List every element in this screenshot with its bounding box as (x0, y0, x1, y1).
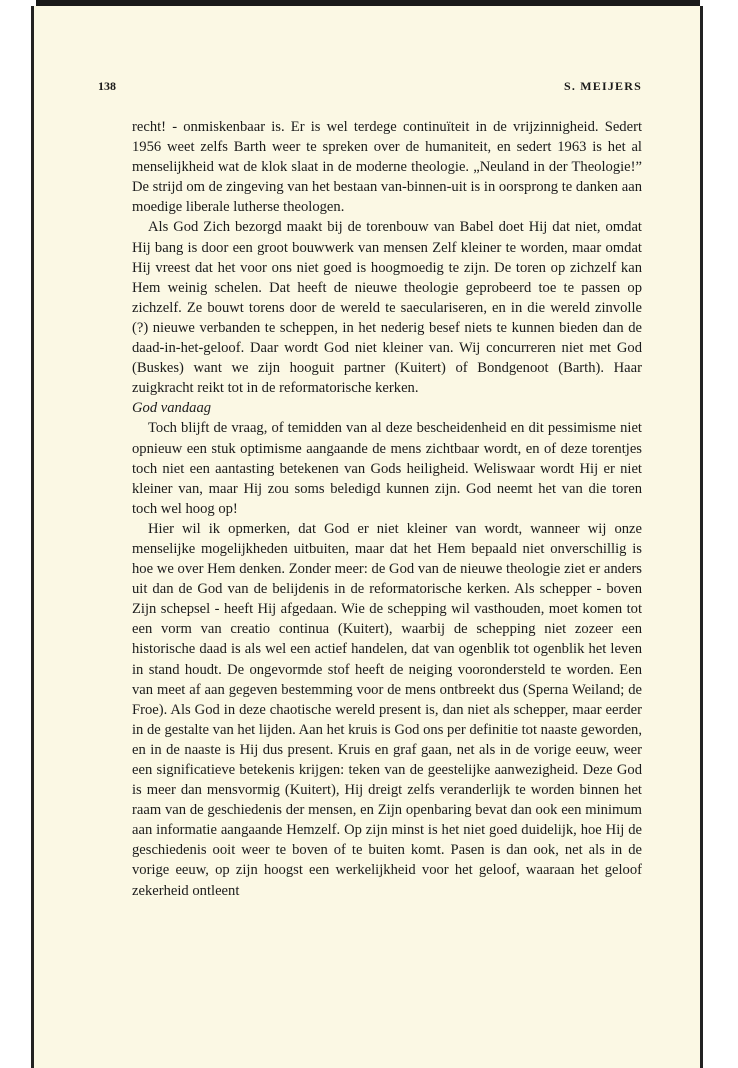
body-text (132, 117, 642, 901)
paragraph-1: recht! - onmiskenbaar is. Er is wel terdege continuïteit in de vrijzinnigheid. Sedert 1956 weet zelfs Barth weer te spreken over de humaniteit, en sedert 1963 is het al menselijkheid wat de klok slaat in de moderne theologie. „Neuland in der Theologie!” De strijd om de zingeving van het bestaan van-binnen-uit is in oorsprong te danken aan moedige liberale lutherse theologen. (132, 119, 642, 216)
page-left-edge (31, 6, 34, 1068)
paragraph-2: Als God Zich bezorgd maakt bij de torenbouw van Babel doet Hij dat niet, omdat Hij bang is door een groot bouwwerk van mensen Zelf kleiner te worden, maar omdat Hij vreest dat het voor ons niet goed is hoogmoedig te zijn. De toren op zichzelf kan Hem weinig schelen. Dat heeft de nieuwe theologie geprobeerd toe te passen op zichzelf. Ze bouwt torens door de wereld te saeculariseren, en in die wereld zinvolle (?) nieuwe verbanden te scheppen, in het nederig besef niets te kunnen bieden dan de daad-in-het-geloof. Daar wordt God niet kleiner van. Wij concurreren niet met God (Buskes) want we zijn hooguit partner (Kuitert) of Bondgenoot (Barth). Haar zuigkracht reikt tot in de reformatorische kerken. (132, 219, 642, 397)
paragraph-3: Toch blijft de vraag, of temidden van al deze bescheidenheid en dit pessimisme niet opnieuw een stuk optimisme aangaande de mens zichtbaar wordt, en of deze torentjes toch niet een aantasting betekenen van Gods heiligheid. Weliswaar wordt Hij er niet kleiner van, maar Hij zou soms beledigd kunnen zijn. God neemt het van die toren toch wel hoog op! (132, 420, 642, 517)
page-right-edge (700, 6, 703, 1068)
section-heading: God vandaag (132, 400, 212, 417)
page-number: 138 (98, 79, 116, 93)
paragraph-4: Hier wil ik opmerken, dat God er niet kleiner van wordt, wanneer wij onze menselijke mogelijkheden uitbuiten, maar dat het Hem bepaald niet onverschillig is hoe we over Hem denken. Zonder meer: de God van de nieuwe theologie ziet er anders uit dan de God van de belijdenis in de reformatorische kerken. Als schepper - boven Zijn schepsel - heeft Hij afgedaan. Wie de schepping wil vasthouden, moet komen tot een vorm van creatio continua (Kuitert), waarbij de schepping niet zozeer een historische daad is als wel een actief handelen, dat van ogenblik tot ogenblik het leven in stand houdt. De ongevormde stof heeft de neiging voorondersteld te worden. Een van meet af aan gegeven bestemming voor de mens ontbreekt dus (Sperna Weiland; de Froe). Als God in deze chaotische wereld present is, dan niet als schepper, maar eerder in de gestalte van het lijden. Aan het kruis is God ons per definitie tot naaste geworden, en in de naaste is Hij dus present. Kruis en graf gaan, net als in de vorige eeuw, weer een significatieve betekenis krijgen: teken van de geestelijke aanwezigheid. Deze God is meer dan mensvormig (Kuitert), Hij dreigt zelfs veranderlijk te worden binnen het raam van de geschiedenis der mensen, en Zijn openbaring bevat dan ook een minimum aan informatie aangaande Hemzelf. Op zijn minst is het niet goed duidelijk, hoe Hij de geschiedenis ooit weer te boven of te buiten komt. Pasen is dan ook, net als in de vorige eeuw, op zijn hoogst een werkelijkheid voor het geloof, waaraan het geloof zekerheid ontleent (132, 520, 642, 899)
running-head: S. MEIJERS (563, 79, 642, 93)
page-header (98, 79, 642, 95)
scan-right-margin (700, 0, 738, 1068)
